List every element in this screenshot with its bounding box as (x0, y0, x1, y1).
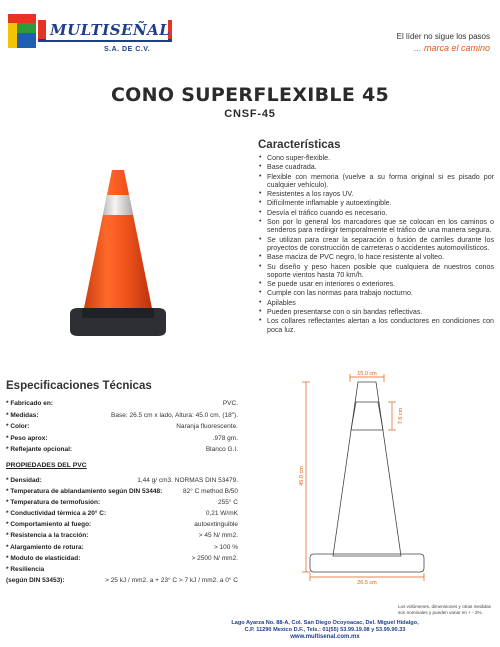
pvc-value: > 100 % (213, 543, 238, 551)
pvc-value: 1,44 g/ cm3. NORMAS DIN 53479. (137, 477, 238, 484)
spec-value: Base: 26.5 cm x lado, Altura: 45.0 cm. (18"). (111, 411, 238, 419)
footer-phone: C.P. 11290 Mexico D.F., Tels.: 01(55) 53.99.19.08 y 53.99.90.33 (244, 627, 406, 633)
list-item: • Se utilizan para crear la separación o fusión de carriles durante los proyectos de construcción de carreteras o accidentes automovilísticos. (258, 236, 494, 253)
characteristics-title: Características (258, 139, 341, 151)
spec-value: Naranja fluorescente. (176, 423, 238, 431)
spec-label: * Peso aprox: (6, 434, 48, 442)
pvc-row (6, 530, 238, 541)
pvc-value: 255° C (218, 499, 238, 507)
band-height-label: 7.6 cm (398, 407, 404, 425)
slogan (397, 32, 490, 53)
list-item: • Pueden presentarse con o sin bandas reflectivas. (258, 308, 494, 316)
pvc-properties-title: PROPIEDADES DEL PVC (6, 462, 87, 469)
logo-subtitle: S.A. DE C.V. (104, 46, 151, 53)
spec-value: Blanco G.I. (205, 446, 238, 454)
list-item: • Los collares reflectantes alertan a los conductores en condiciones con poca luz. (258, 317, 494, 334)
logo-name: MULTISEÑAL (46, 20, 168, 40)
company-logo (8, 14, 171, 54)
slogan-line-1: El líder no sigue los pasos (396, 32, 490, 41)
footer (0, 620, 500, 641)
list-item: • Resistentes a los rayos UV. (258, 190, 494, 198)
pvc-row (6, 575, 238, 586)
spec-row (6, 398, 238, 410)
pvc-label: * Resistencia a la tracción: (6, 532, 89, 540)
pvc-value: autoextinguible (194, 521, 238, 529)
spec-label: * Color: (6, 423, 30, 431)
list-item: • Base maciza de PVC negro, lo hace resistente al volteo. (258, 253, 494, 261)
dimension-note: Los volúmenes, dimensiones y otras medidas son nominales y pueden variar en + - 2%. (398, 604, 491, 615)
footer-address: Lago Ayarza No. 88-A, Col. San Diego Ocoyoacac, Del. Miguel Hidalgo, (231, 620, 419, 626)
spec-row (6, 410, 238, 422)
product-title: CONO SUPERFLEXIBLE 45 (110, 84, 390, 106)
characteristics-list (258, 154, 494, 335)
pvc-value: > 45 N/ mm2. (198, 532, 238, 540)
pvc-label: * Alargamiento de rotura: (6, 543, 84, 551)
list-item: • Cono super-flexible. (258, 154, 494, 162)
pvc-value: 82° C method B/50 (183, 488, 238, 496)
pvc-label: * Modulo de elasticidad: (6, 554, 81, 562)
list-item: • Cumple con las normas para trabajo nocturno. (258, 289, 494, 297)
height-label: 45.0 cm (299, 466, 305, 486)
spec-label: * Fabricado en: (6, 400, 53, 407)
pvc-row (6, 553, 238, 564)
pvc-row (6, 564, 238, 575)
cone-photo (68, 168, 168, 340)
footer-website-link[interactable]: www.multisenal.com.mx (290, 634, 360, 640)
pvc-row (6, 497, 238, 508)
top-width-label: 15.0 cm (357, 371, 377, 377)
pvc-row (6, 542, 238, 553)
pvc-value: > 2500 N/ mm2. (191, 554, 238, 562)
cone-dimension-diagram (292, 368, 442, 586)
list-item: • Su diseño y peso hacen posible que cualquiera de nuestros conos soporte vientos hasta 70 km/h. (258, 263, 494, 280)
list-item: • Desvía el tráfico cuando es necesario. (258, 209, 494, 217)
list-item: • Flexible con memoria (vuelve a su forma original si es pisado por cualquier vehículo). (258, 173, 494, 190)
pvc-row (6, 486, 238, 497)
list-item: • Son por lo general los marcadores que se colocan en los caminos o senderos para redirigir temporalmente el tráfico de una manera segura. (258, 218, 494, 235)
spec-row (6, 433, 238, 445)
pvc-label: (según DIN 53453): (6, 576, 65, 584)
pvc-label: * Temperatura de ablandamiento según DIN 53448: (6, 488, 163, 496)
spec-row (6, 421, 238, 433)
slogan-line-2: ... marca el camino (413, 43, 490, 53)
pvc-row (6, 508, 238, 519)
pvc-label: * Resiliencia (6, 565, 45, 573)
spec-label: * Medidas: (6, 411, 39, 419)
pvc-row (6, 475, 238, 486)
list-item: • Base cuadrada. (258, 163, 494, 171)
base-width-label: 26.5 cm (357, 580, 377, 586)
list-item: • Difícilmente inflamable y autoextingible. (258, 199, 494, 207)
specs-title: Especificaciones Técnicas (6, 380, 152, 392)
pvc-row (6, 519, 238, 530)
pvc-properties-table (6, 475, 238, 586)
product-code: CNSF-45 (224, 108, 276, 120)
spec-row (6, 444, 238, 456)
list-item: • Apilables (258, 299, 494, 307)
spec-value: .978 gm. (212, 434, 238, 442)
specs-table (6, 398, 238, 456)
pvc-value: > 25 kJ / mm2. a + 23° C > 7 kJ / mm2. a 0° C (105, 576, 238, 584)
spec-label: * Reflejante opcional: (6, 446, 73, 454)
pvc-label: * Densidad: (6, 477, 42, 484)
pvc-value: 0,21 W/mK (205, 510, 238, 518)
pvc-label: * Conductividad térmica a 20° C: (6, 510, 107, 518)
pvc-label: * Comportamiento al fuego: (6, 521, 92, 529)
logo-mark-icon (8, 14, 36, 48)
spec-value: PVC. (222, 400, 238, 407)
list-item: • Se puede usar en interiores o exteriores. (258, 280, 494, 288)
pvc-label: * Temperatura de termofusión: (6, 499, 101, 507)
